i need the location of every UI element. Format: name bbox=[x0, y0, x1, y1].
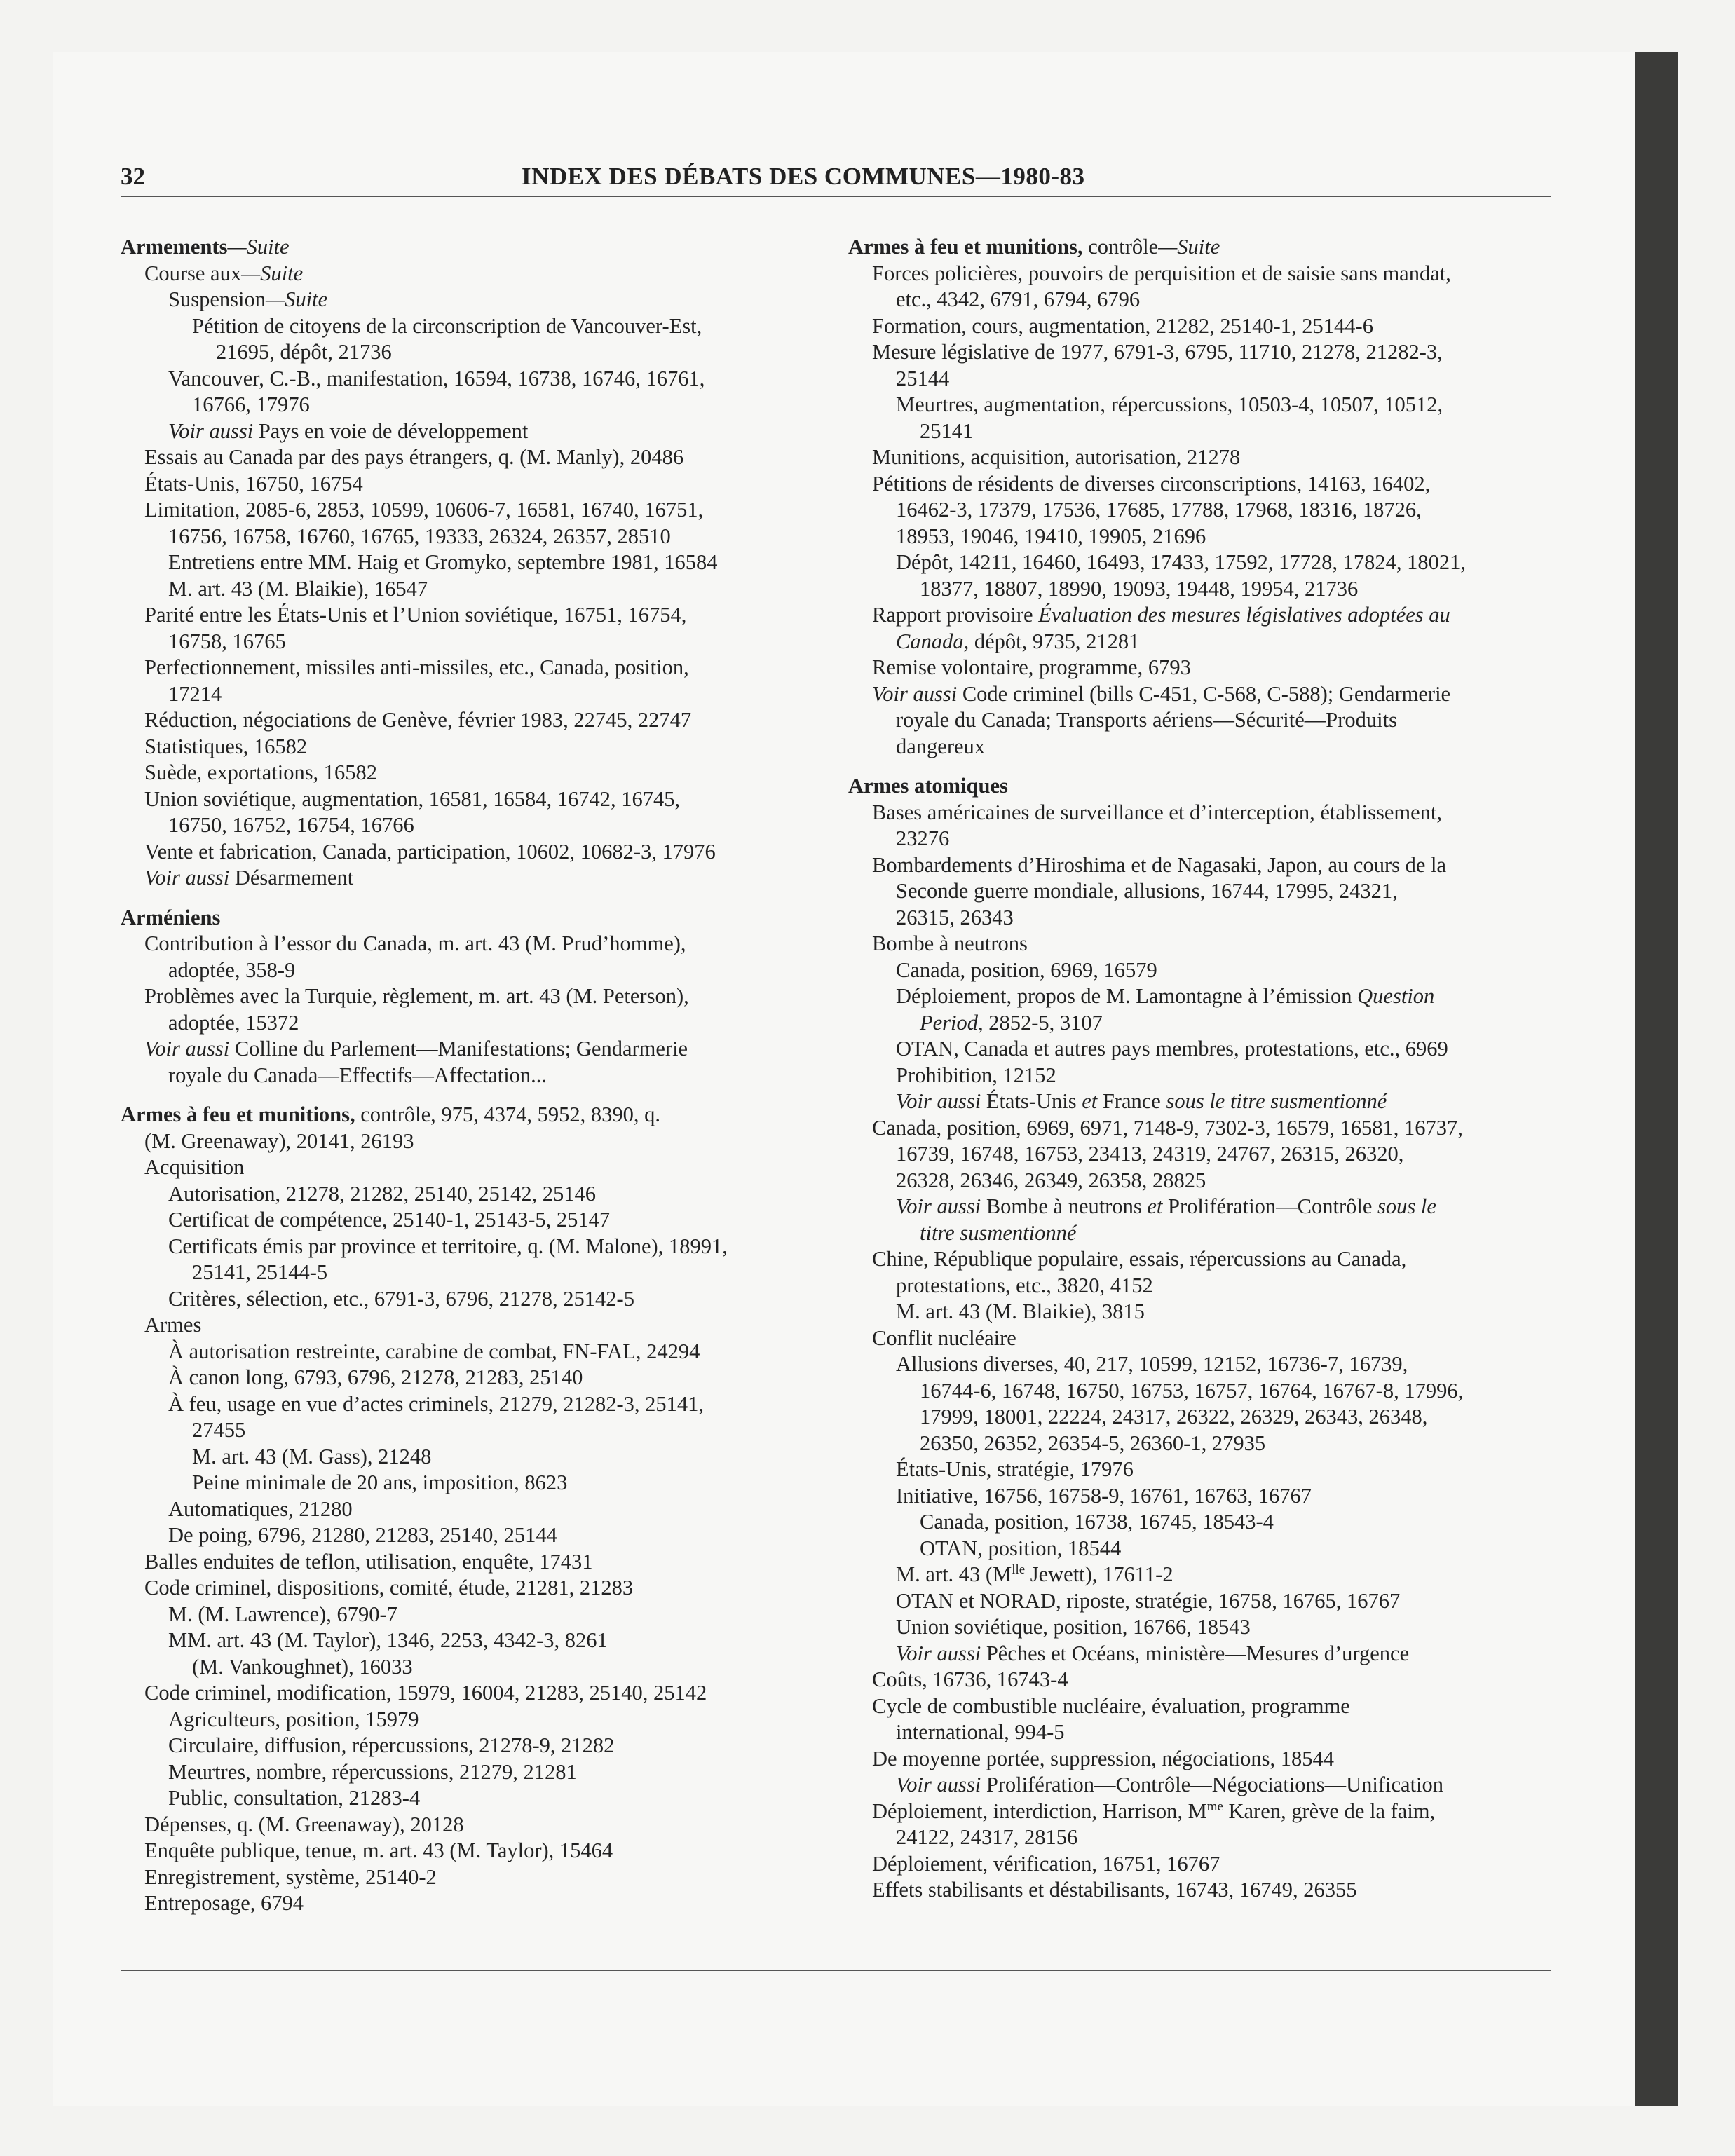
line-text: États-Unis, stratégie, 17976 bbox=[896, 1457, 1134, 1481]
entry-subline bbox=[848, 1693, 1556, 1720]
entry-subline bbox=[121, 602, 836, 629]
entry-subline bbox=[848, 931, 1556, 957]
line-text: Pays en voie de développement bbox=[253, 418, 529, 443]
line-text: Certificats émis par province et territoire, q. (M. Malone), 18991, bbox=[168, 1234, 728, 1258]
line-text: Entreposage, 6794 bbox=[144, 1891, 304, 1915]
entry-subline bbox=[121, 1339, 836, 1365]
entry-subline bbox=[848, 1824, 1556, 1851]
line-text: Karen, grève de la faim, bbox=[1223, 1799, 1436, 1823]
entry-subline bbox=[121, 444, 836, 471]
entry-subline bbox=[848, 1431, 1556, 1457]
entry-subline bbox=[121, 1036, 836, 1063]
italic-text: Canada, bbox=[896, 629, 969, 653]
entry-subline bbox=[848, 1404, 1556, 1431]
entry-subline bbox=[121, 760, 836, 786]
line-text: Rapport provisoire bbox=[872, 603, 1039, 627]
italic-text: Voir aussi bbox=[896, 1641, 981, 1665]
entry-subline bbox=[121, 1864, 836, 1891]
entry-subline bbox=[121, 1707, 836, 1733]
entry-subline bbox=[848, 1667, 1556, 1693]
entry-subline bbox=[848, 852, 1556, 879]
italic-text: Voir aussi bbox=[896, 1089, 981, 1113]
line-text: France bbox=[1097, 1089, 1166, 1113]
entry-subline bbox=[848, 444, 1556, 471]
entry-subline bbox=[848, 629, 1556, 655]
line-text: Réduction, négociations de Genève, février 1983, 22745, 22747 bbox=[144, 708, 692, 732]
entry-subline bbox=[848, 734, 1556, 760]
line-text: Circulaire, diffusion, répercussions, 21278-9, 21282 bbox=[168, 1733, 615, 1757]
line-text: Union soviétique, augmentation, 16581, 16584, 16742, 16745, bbox=[144, 786, 681, 811]
entry-subline bbox=[848, 1036, 1556, 1063]
line-text: Bombardements d’Hiroshima et de Nagasaki, Japon, au cours de la bbox=[872, 852, 1447, 877]
line-text: Perfectionnement, missiles anti-missiles, etc., Canada, position, bbox=[144, 655, 689, 679]
entry-subline bbox=[121, 707, 836, 734]
line-text: Suède, exportations, 16582 bbox=[144, 760, 378, 784]
italic-text: Voir aussi bbox=[144, 1037, 230, 1060]
entry-subline bbox=[121, 1759, 836, 1786]
entry-subline bbox=[848, 1010, 1556, 1037]
entry-subline bbox=[121, 1785, 836, 1812]
line-text: 24122, 24317, 28156 bbox=[896, 1825, 1078, 1849]
scan-edge-shadow bbox=[1635, 52, 1678, 2106]
line-text: Public, consultation, 21283-4 bbox=[168, 1786, 421, 1810]
entry-subline bbox=[848, 655, 1556, 681]
line-text: 16462-3, 17379, 17536, 17685, 17788, 17968, 18316, 18726, bbox=[896, 498, 1422, 521]
entry-subline bbox=[848, 1194, 1556, 1220]
line-text: Coûts, 16736, 16743-4 bbox=[872, 1667, 1068, 1691]
line-text: contrôle bbox=[1082, 235, 1159, 259]
line-text: 23276 bbox=[896, 826, 950, 850]
line-text: Prolifération—Contrôle bbox=[1162, 1194, 1378, 1218]
line-text: 16766, 17976 bbox=[192, 393, 310, 416]
italic-text: Voir aussi bbox=[144, 866, 230, 889]
entry-subline bbox=[848, 366, 1556, 393]
entry-subline bbox=[121, 1010, 836, 1037]
entry-subline bbox=[121, 983, 836, 1010]
entry-subline bbox=[121, 1312, 836, 1339]
italic-text: Évaluation des mesures législatives adoptées au bbox=[1038, 603, 1450, 627]
line-text: Certificat de compétence, 25140-1, 25143-5, 25147 bbox=[168, 1208, 611, 1231]
entry-subline bbox=[121, 497, 836, 524]
line-text: 25141, 25144-5 bbox=[192, 1260, 328, 1284]
line-text: Essais au Canada par des pays étrangers, q. (M. Manly), 20486 bbox=[144, 445, 684, 469]
entry-subline bbox=[121, 1181, 836, 1208]
entry-subline bbox=[848, 1325, 1556, 1352]
line-text: 18377, 18807, 18990, 19093, 19448, 19954, 21736 bbox=[920, 576, 1359, 601]
entry-subline bbox=[121, 1260, 836, 1286]
entry-subline bbox=[848, 1772, 1556, 1799]
entry-subline bbox=[848, 550, 1556, 576]
entry-subline bbox=[121, 1128, 836, 1155]
line-text: Déploiement, vérification, 16751, 16767 bbox=[872, 1851, 1220, 1876]
line-text: OTAN, position, 18544 bbox=[920, 1536, 1122, 1560]
italic-text: Voir aussi bbox=[168, 418, 254, 443]
entry-subline bbox=[848, 681, 1556, 708]
entry-subline bbox=[121, 471, 836, 498]
line-text: 16739, 16748, 16753, 23413, 24319, 24767, 26315, 26320, bbox=[896, 1142, 1404, 1166]
line-text: Effets stabilisants et déstabilisants, 16743, 16749, 26355 bbox=[872, 1878, 1357, 1902]
line-text: Vancouver, C.-B., manifestation, 16594, 16738, 16746, 16761, bbox=[168, 366, 705, 390]
line-text: Formation, cours, augmentation, 21282, 25140-1, 25144-6 bbox=[872, 313, 1373, 338]
italic-text: —Suite bbox=[1158, 235, 1220, 259]
line-text: 16758, 16765 bbox=[168, 629, 286, 653]
line-text: 26315, 26343 bbox=[896, 905, 1014, 929]
line-text: 2852-5, 3107 bbox=[983, 1010, 1103, 1035]
line-text: (M. Greenaway), 20141, 26193 bbox=[144, 1128, 414, 1153]
line-text: Dépôt, 14211, 16460, 16493, 17433, 17592, 17728, 17824, 18021, bbox=[896, 550, 1467, 574]
entry-subline bbox=[848, 707, 1556, 734]
line-text: protestations, etc., 3820, 4152 bbox=[896, 1273, 1153, 1297]
italic-text: —Suite bbox=[241, 261, 304, 285]
line-text: Code criminel, dispositions, comité, étude, 21281, 21283 bbox=[144, 1576, 634, 1599]
line-text: Canada, position, 6969, 16579 bbox=[896, 957, 1157, 982]
line-text: Prolifération—Contrôle—Négociations—Unification bbox=[981, 1773, 1444, 1796]
entry-subline bbox=[848, 261, 1556, 287]
index-entry bbox=[121, 234, 836, 892]
entry-subline bbox=[121, 629, 836, 655]
entry-subline bbox=[848, 1115, 1556, 1142]
line-text: Initiative, 16756, 16758-9, 16761, 16763, 16767 bbox=[896, 1483, 1312, 1508]
entry-heading-line bbox=[121, 905, 836, 932]
entry-subline bbox=[848, 957, 1556, 984]
entry-subline bbox=[121, 1549, 836, 1576]
line-text: États-Unis, 16750, 16754 bbox=[144, 471, 363, 496]
line-text: Bombe à neutrons bbox=[872, 932, 1028, 955]
entry-subline bbox=[848, 339, 1556, 366]
entry-subline bbox=[848, 878, 1556, 905]
line-text: (M. Vankoughnet), 16033 bbox=[192, 1654, 413, 1679]
line-text: Déploiement, interdiction, Harrison, M bbox=[872, 1799, 1207, 1823]
entry-heading-line bbox=[121, 1102, 836, 1128]
entry-subline bbox=[848, 1509, 1556, 1536]
line-text: Vente et fabrication, Canada, participation, 10602, 10682-3, 17976 bbox=[144, 839, 716, 864]
line-text: Conflit nucléaire bbox=[872, 1325, 1016, 1350]
italic-text: sous le titre susmentionné bbox=[1166, 1089, 1387, 1113]
line-text: Enquête publique, tenue, m. art. 43 (M. Taylor), 15464 bbox=[144, 1838, 613, 1862]
entry-subline bbox=[121, 313, 836, 340]
line-text: Peine minimale de 20 ans, imposition, 8623 bbox=[192, 1471, 568, 1494]
entry-subline bbox=[848, 1614, 1556, 1641]
line-text: À feu, usage en vue d’actes criminels, 21279, 21282-3, 25141, bbox=[168, 1391, 705, 1416]
entry-subline bbox=[121, 287, 836, 313]
line-text: royale du Canada; Transports aériens—Sécurité—Produits bbox=[896, 708, 1397, 732]
line-text: Critères, sélection, etc., 6791-3, 6796, 21278, 25142-5 bbox=[168, 1286, 634, 1311]
line-text: M. (M. Lawrence), 6790-7 bbox=[168, 1602, 397, 1626]
line-text: 16750, 16752, 16754, 16766 bbox=[168, 813, 414, 837]
entry-subline bbox=[848, 1641, 1556, 1667]
line-text: De moyenne portée, suppression, négociations, 18544 bbox=[872, 1746, 1334, 1770]
entry-subline bbox=[848, 1299, 1556, 1325]
entry-subline bbox=[121, 1063, 836, 1089]
entry-subline bbox=[848, 1799, 1556, 1825]
line-text: Union soviétique, position, 16766, 18543 bbox=[896, 1615, 1251, 1639]
entry-subline bbox=[848, 1588, 1556, 1615]
entry-subline bbox=[121, 1444, 836, 1471]
page-number: 32 bbox=[121, 163, 145, 190]
entry-subline bbox=[121, 1154, 836, 1181]
line-text: Agriculteurs, position, 15979 bbox=[168, 1707, 419, 1731]
header-rule bbox=[121, 196, 1551, 197]
index-entry bbox=[121, 905, 836, 1089]
left-column bbox=[121, 234, 836, 1917]
line-text: 26328, 26346, 26349, 26358, 28825 bbox=[896, 1168, 1206, 1192]
entry-subline bbox=[848, 1246, 1556, 1273]
entry-subline bbox=[848, 313, 1556, 340]
line-text: Colline du Parlement—Manifestations; Gendarmerie bbox=[229, 1037, 688, 1060]
index-entry bbox=[848, 234, 1556, 760]
entry-subline bbox=[848, 287, 1556, 313]
entry-heading-line bbox=[848, 234, 1556, 261]
entry-subline bbox=[121, 655, 836, 681]
line-text: 16744-6, 16748, 16750, 16753, 16757, 16764, 16767-8, 17996, bbox=[920, 1378, 1464, 1403]
line-text: M. art. 43 (M. Gass), 21248 bbox=[192, 1444, 432, 1468]
entry-subline bbox=[121, 1602, 836, 1628]
entry-subline bbox=[121, 261, 836, 287]
entry-subline bbox=[121, 550, 836, 576]
line-text: Seconde guerre mondiale, allusions, 16744, 17995, 24321, bbox=[896, 879, 1398, 903]
entry-subline bbox=[121, 366, 836, 393]
entry-subline bbox=[121, 1286, 836, 1313]
entry-subline bbox=[848, 1456, 1556, 1483]
entry-subline bbox=[121, 576, 836, 603]
italic-text: —Suite bbox=[265, 287, 328, 311]
entry-subline bbox=[121, 1733, 836, 1759]
line-text: Autorisation, 21278, 21282, 25140, 25142, 25146 bbox=[168, 1181, 596, 1206]
line-text: 25144 bbox=[896, 366, 950, 390]
entry-subline bbox=[848, 1536, 1556, 1562]
entry-subline bbox=[121, 1234, 836, 1260]
entry-subline bbox=[848, 1141, 1556, 1168]
line-text: Enregistrement, système, 25140-2 bbox=[144, 1864, 437, 1889]
line-text: Limitation, 2085-6, 2853, 10599, 10606-7, 16581, 16740, 16751, bbox=[144, 498, 704, 521]
line-text: Canada, position, 6969, 6971, 7148-9, 7302-3, 16579, 16581, 16737, bbox=[872, 1115, 1463, 1140]
line-text: 17214 bbox=[168, 681, 222, 706]
entry-subline bbox=[848, 497, 1556, 524]
running-title: INDEX DES DÉBATS DES COMMUNES—1980-83 bbox=[522, 163, 1085, 190]
line-text: Armes bbox=[144, 1313, 202, 1337]
line-text: Meurtres, nombre, répercussions, 21279, 21281 bbox=[168, 1759, 577, 1784]
entry-subline bbox=[848, 905, 1556, 932]
entry-subline bbox=[848, 983, 1556, 1010]
entry-subline bbox=[121, 1496, 836, 1523]
entry-subline bbox=[121, 931, 836, 957]
line-text: Contribution à l’essor du Canada, m. art. 43 (M. Prud’homme), bbox=[144, 932, 686, 955]
entry-subline bbox=[121, 339, 836, 366]
heading-text: Armements bbox=[121, 235, 228, 259]
entry-subline bbox=[121, 681, 836, 708]
line-text: Meurtres, augmentation, répercussions, 10503-4, 10507, 10512, bbox=[896, 393, 1443, 416]
entry-subline bbox=[121, 1522, 836, 1549]
entry-subline bbox=[121, 1391, 836, 1418]
entry-subline bbox=[121, 1838, 836, 1864]
line-text: À autorisation restreinte, carabine de combat, FN-FAL, 24294 bbox=[168, 1339, 700, 1363]
line-text: dangereux bbox=[896, 734, 986, 758]
entry-subline bbox=[848, 1851, 1556, 1878]
entry-subline bbox=[848, 1719, 1556, 1746]
italic-text: et bbox=[1082, 1089, 1098, 1113]
line-text: Entretiens entre MM. Haig et Gromyko, septembre 1981, 16584 bbox=[168, 550, 718, 574]
line-text: Automatiques, 21280 bbox=[168, 1496, 353, 1521]
line-text: Désarmement bbox=[229, 866, 354, 889]
entry-subline bbox=[121, 1207, 836, 1234]
line-text: adoptée, 15372 bbox=[168, 1010, 299, 1035]
italic-text: titre susmentionné bbox=[920, 1220, 1077, 1245]
entry-subline bbox=[848, 576, 1556, 603]
line-text: international, 994-5 bbox=[896, 1720, 1065, 1744]
line-text: adoptée, 358-9 bbox=[168, 957, 296, 982]
line-text: contrôle, 975, 4374, 5952, 8390, q. bbox=[355, 1103, 661, 1126]
index-entry bbox=[121, 1102, 836, 1917]
entry-subline bbox=[848, 602, 1556, 629]
entry-subline bbox=[848, 1877, 1556, 1904]
line-text: Code criminel (bills C-451, C-568, C-588); Gendarmerie bbox=[957, 681, 1451, 706]
line-text: 21695, dépôt, 21736 bbox=[216, 340, 392, 364]
line-text: OTAN, Canada et autres pays membres, protestations, etc., 6969 bbox=[896, 1037, 1448, 1060]
entry-subline bbox=[121, 524, 836, 550]
entry-subline bbox=[121, 418, 836, 445]
line-text: États-Unis bbox=[981, 1089, 1082, 1113]
line-text: Problèmes avec la Turquie, règlement, m. art. 43 (M. Peterson), bbox=[144, 984, 689, 1008]
line-text: 27455 bbox=[192, 1418, 246, 1442]
entry-heading-line bbox=[121, 234, 836, 261]
line-text: 26350, 26352, 26354-5, 26360-1, 27935 bbox=[920, 1431, 1266, 1455]
italic-text: Voir aussi bbox=[896, 1773, 981, 1796]
entry-subline bbox=[848, 418, 1556, 445]
line-text: M. art. 43 (M. Blaikie), 3815 bbox=[896, 1299, 1145, 1323]
heading-text: Armes à feu et munitions, bbox=[121, 1103, 355, 1126]
italic-text: —Suite bbox=[227, 235, 290, 259]
line-text: Parité entre les États-Unis et l’Union soviétique, 16751, 16754, bbox=[144, 603, 687, 627]
line-text: OTAN et NORAD, riposte, stratégie, 16758, 16765, 16767 bbox=[896, 1588, 1401, 1613]
superscript-text: me bbox=[1206, 1799, 1223, 1814]
line-text: Dépenses, q. (M. Greenaway), 20128 bbox=[144, 1812, 464, 1836]
line-text: Course aux bbox=[144, 261, 242, 285]
entry-subline bbox=[848, 1168, 1556, 1194]
entry-subline bbox=[121, 1680, 836, 1707]
italic-text: Voir aussi bbox=[872, 681, 958, 706]
entry-subline bbox=[848, 1220, 1556, 1247]
line-text: 25141 bbox=[920, 418, 974, 443]
heading-text: Armes à feu et munitions, bbox=[848, 235, 1083, 259]
entry-subline bbox=[848, 1483, 1556, 1510]
line-text: Balles enduites de teflon, utilisation, enquête, 17431 bbox=[144, 1549, 593, 1574]
entry-subline bbox=[121, 1417, 836, 1444]
italic-text: et bbox=[1147, 1194, 1163, 1218]
line-text: Déploiement, propos de M. Lamontagne à l’émission bbox=[896, 984, 1358, 1008]
entry-subline bbox=[848, 524, 1556, 550]
line-text: Acquisition bbox=[144, 1155, 245, 1179]
line-text: MM. art. 43 (M. Taylor), 1346, 2253, 4342-3, 8261 bbox=[168, 1628, 608, 1652]
entry-subline bbox=[121, 957, 836, 984]
heading-text: Arméniens bbox=[121, 905, 221, 929]
entry-subline bbox=[121, 1628, 836, 1654]
line-text: Chine, République populaire, essais, répercussions au Canada, bbox=[872, 1247, 1407, 1271]
entry-subline bbox=[848, 1562, 1556, 1588]
entry-subline bbox=[121, 1812, 836, 1838]
entry-subline bbox=[121, 865, 836, 892]
line-text: Allusions diverses, 40, 217, 10599, 12152, 16736-7, 16739, bbox=[896, 1352, 1408, 1376]
entry-subline bbox=[121, 1575, 836, 1602]
entry-subline bbox=[848, 1351, 1556, 1378]
entry-subline bbox=[121, 1654, 836, 1681]
entry-subline bbox=[121, 812, 836, 839]
line-text: Prohibition, 12152 bbox=[896, 1063, 1056, 1087]
line-text: Statistiques, 16582 bbox=[144, 734, 308, 758]
line-text: etc., 4342, 6791, 6794, 6796 bbox=[896, 287, 1141, 311]
entry-subline bbox=[121, 1890, 836, 1917]
entry-subline bbox=[848, 1089, 1556, 1115]
line-text: Code criminel, modification, 15979, 16004, 21283, 25140, 25142 bbox=[144, 1681, 707, 1705]
line-text: M. art. 43 (M bbox=[896, 1562, 1012, 1586]
line-text: Canada, position, 16738, 16745, 18543-4 bbox=[920, 1510, 1274, 1534]
heading-text: Armes atomiques bbox=[848, 774, 1008, 798]
line-text: 18953, 19046, 19410, 19905, 21696 bbox=[896, 524, 1206, 548]
italic-text: Period, bbox=[920, 1010, 984, 1035]
italic-text: Voir aussi bbox=[896, 1194, 981, 1218]
italic-text: sous le bbox=[1377, 1194, 1436, 1218]
line-text: Suspension bbox=[168, 287, 266, 311]
entry-subline bbox=[121, 786, 836, 813]
line-text: Munitions, acquisition, autorisation, 21278 bbox=[872, 445, 1241, 469]
entry-subline bbox=[848, 826, 1556, 852]
superscript-text: lle bbox=[1012, 1562, 1026, 1577]
line-text: Bombe à neutrons bbox=[981, 1194, 1148, 1218]
entry-subline bbox=[848, 800, 1556, 826]
entry-subline bbox=[848, 1378, 1556, 1405]
line-text: royale du Canada—Effectifs—Affectation... bbox=[168, 1063, 547, 1087]
line-text: À canon long, 6793, 6796, 21278, 21283, 25140 bbox=[168, 1365, 583, 1389]
entry-heading-line bbox=[848, 773, 1556, 800]
entry-subline bbox=[121, 734, 836, 760]
line-text: Forces policières, pouvoirs de perquisition et de saisie sans mandat, bbox=[872, 261, 1451, 285]
entry-subline bbox=[848, 1273, 1556, 1299]
line-text: Remise volontaire, programme, 6793 bbox=[872, 655, 1191, 679]
line-text: Bases américaines de surveillance et d’interception, établissement, bbox=[872, 800, 1443, 824]
entry-subline bbox=[121, 839, 836, 866]
entry-subline bbox=[121, 392, 836, 418]
right-column bbox=[848, 234, 1556, 1904]
line-text: M. art. 43 (M. Blaikie), 16547 bbox=[168, 576, 428, 601]
line-text: Jewett), 17611-2 bbox=[1025, 1562, 1173, 1586]
line-text: Mesure législative de 1977, 6791-3, 6795, 11710, 21278, 21282-3, bbox=[872, 340, 1443, 364]
line-text: 17999, 18001, 22224, 24317, 26322, 26329, 26343, 26348, bbox=[920, 1405, 1428, 1428]
line-text: 16756, 16758, 16760, 16765, 19333, 26324, 26357, 28510 bbox=[168, 524, 671, 548]
entry-subline bbox=[848, 392, 1556, 418]
footer-rule bbox=[121, 1970, 1551, 1971]
line-text: Pêches et Océans, ministère—Mesures d’urgence bbox=[981, 1641, 1410, 1665]
line-text: Cycle de combustible nucléaire, évaluation, programme bbox=[872, 1693, 1350, 1718]
line-text: dépôt, 9735, 21281 bbox=[969, 629, 1140, 653]
entry-subline bbox=[848, 1746, 1556, 1773]
line-text: Pétition de citoyens de la circonscription de Vancouver-Est, bbox=[192, 313, 702, 338]
line-text: De poing, 6796, 21280, 21283, 25140, 25144 bbox=[168, 1523, 557, 1547]
line-text: Pétitions de résidents de diverses circonscriptions, 14163, 16402, bbox=[872, 471, 1431, 496]
entry-subline bbox=[848, 471, 1556, 498]
index-entry bbox=[848, 773, 1556, 1904]
entry-subline bbox=[121, 1365, 836, 1391]
entry-subline bbox=[848, 1063, 1556, 1089]
entry-subline bbox=[121, 1470, 836, 1496]
italic-text: Question bbox=[1357, 984, 1435, 1008]
